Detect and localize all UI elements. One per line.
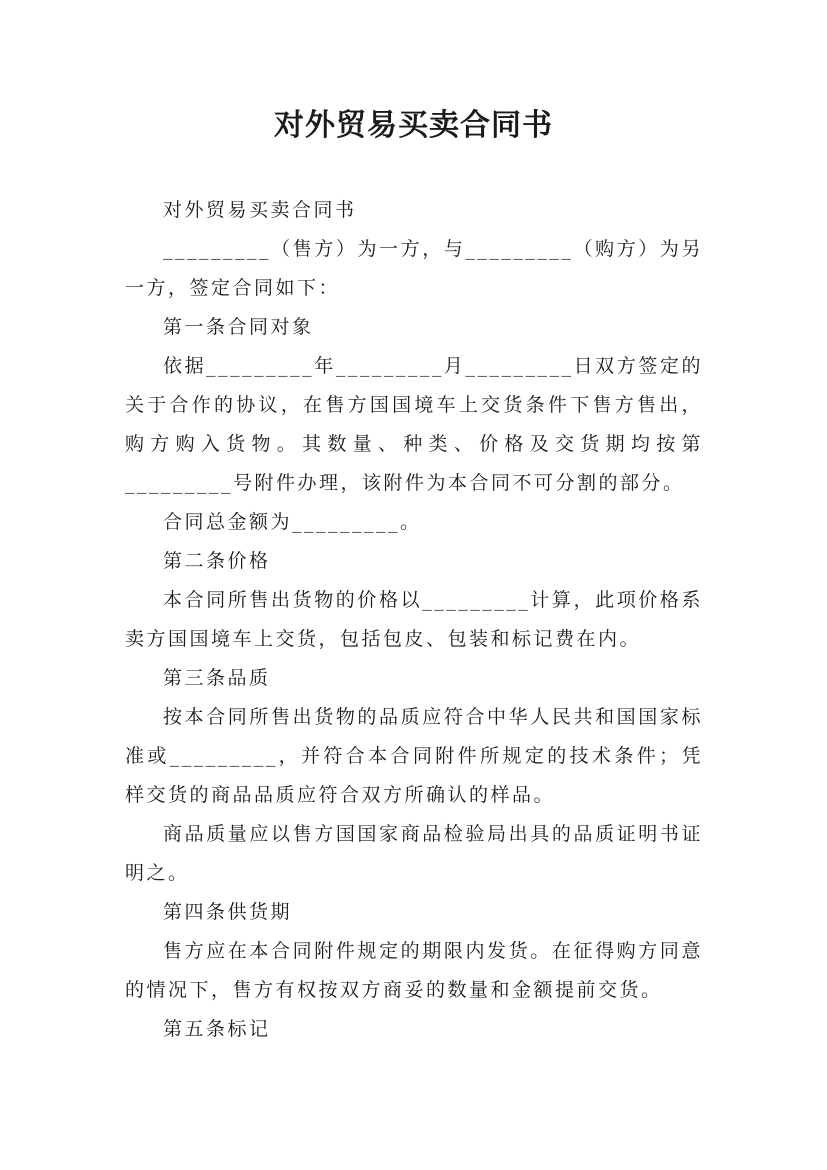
article-1-heading: 第一条合同对象	[163, 316, 314, 338]
document-title: 对外贸易买卖合同书	[274, 108, 553, 143]
article-4-heading: 第四条供货期	[163, 901, 293, 923]
document-body	[125, 191, 703, 1049]
quality-certificate-text: 商品质量应以售方国国家商品检验局出具的品质证明书证明之。	[125, 823, 703, 884]
article-3-text: 按本合同所售出货物的品质应符合中华人民共和国国家标准或_________，并符合本合同附件所规定的技术条件；凭样交货的商品品质应符合双方所确认的样品。	[125, 706, 703, 806]
article-4-text: 售方应在本合同附件规定的期限内发货。在征得购方同意的情况下，售方有权按双方商妥的数量和金额提前交货。	[125, 940, 703, 1001]
article-1-text: 依据_________年_________月_________日双方签定的关于合作的协议，在售方国国境车上交货条件下售方售出，购方购入货物。其数量、种类、价格及交货期均按第_________号附件办理，该附件为本合同不可分割的部分。	[125, 355, 703, 494]
article-3-heading: 第三条品质	[163, 667, 271, 689]
total-amount-text: 合同总金额为_________。	[163, 511, 422, 533]
article-5-heading: 第五条标记	[163, 1018, 271, 1040]
paragraph-parties: _________（售方）为一方，与_________（购方）为另一方，签定合同如下：	[125, 238, 703, 299]
paragraph-heading: 对外贸易买卖合同书	[163, 199, 357, 221]
article-2-text: 本合同所售出货物的价格以_________计算，此项价格系卖方国国境车上交货，包括包皮、包装和标记费在内。	[125, 589, 703, 650]
article-2-heading: 第二条价格	[163, 550, 271, 572]
